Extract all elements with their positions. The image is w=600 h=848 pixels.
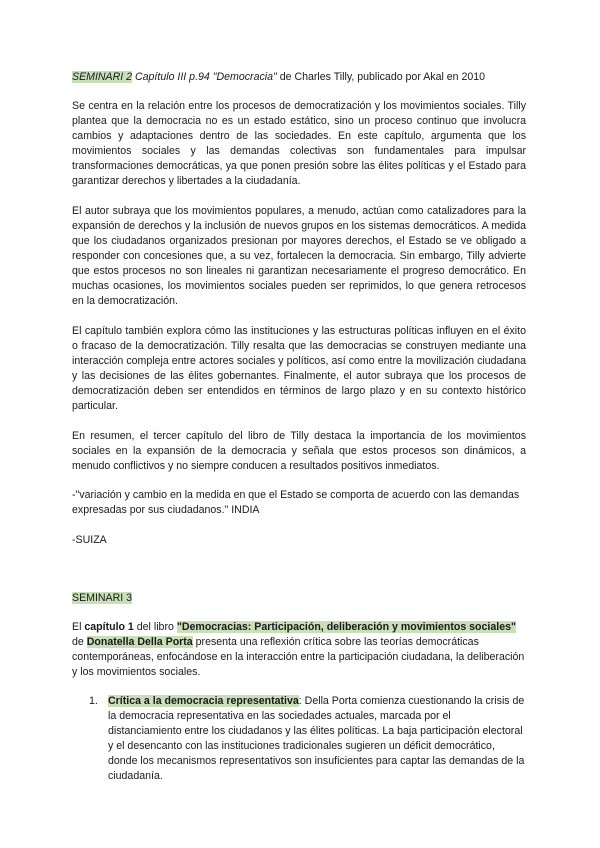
list-item-title: Crítica a la democracia representativa: [108, 695, 299, 707]
book-title: "Democracias: Participación, deliberación y movimientos sociales": [176, 621, 516, 633]
seminar2-paragraph-1: Se centra en la relación entre los procesos de democratización y los movimientos sociales. Tilly plantea que la democracia no es un estado estático, sino un proceso continuo que involucra cambios y adaptaciones dentro de las sociedades. En este capítulo, argumenta que los movimientos sociales y las demandas colectivas son fundamentales para impulsar transformaciones democráticas, ya que ponen presión sobre las élites políticas y el Estado para garantizar derechos y libertades a la ciudadanía.: [72, 100, 526, 187]
seminar2-reference-rest: de Charles Tilly, publicado por Akal en 2010: [276, 71, 486, 83]
intro-chapter: capítulo 1: [84, 621, 134, 633]
intro-text: presenta una reflexión crítica sobre las teorías democráticas contemporáneas, enfocándose en la interacción entre la participación ciudadana, la deliberación y los movimientos sociales.: [72, 636, 525, 678]
seminar2-reference: Capítulo III p.94 "Democracia": [135, 71, 277, 83]
list-item: [72, 694, 526, 784]
seminar2-label: SEMINARI 2: [72, 71, 133, 83]
seminar3-heading: [72, 591, 526, 606]
seminar2-paragraph-2: El autor subraya que los movimientos populares, a menudo, actúan como catalizadores para la expansión de derechos y la inclusión de nuevos grupos en los sistemas democráticos. A medida que los ciudadanos organizados presionan por mayores derechos, el Estado se ve obligado a responder con concesiones que, a su vez, fortalecen la democracia. Sin embargo, Tilly advierte que estos procesos no son lineales ni garantizan necesariamente el progreso democrático. En muchas ocasiones, los movimientos sociales pueden ser reprimidos, lo que genera retrocesos en la democratización.: [72, 205, 526, 307]
intro-text: de: [72, 636, 87, 648]
intro-text: del libro: [133, 621, 177, 633]
book-author: Donatella Della Porta: [86, 636, 193, 648]
seminar3-list: [72, 694, 526, 784]
seminar3-intro: [72, 620, 526, 680]
seminar2-paragraph-4: En resumen, el tercer capítulo del libro de Tilly destaca la importancia de los movimientos sociales en la expansión de la democracia y señala que estos procesos son dinámicos, a menudo conflictivos y no siempre conducen a resultados positivos inmediatos.: [72, 430, 526, 472]
seminar3-label: SEMINARI 3: [72, 592, 133, 604]
list-item-number: 1.: [89, 695, 98, 707]
seminar2-paragraph-3: El capítulo también explora cómo las instituciones y las estructuras políticas influyen en el éxito o fracaso de la democratización. Tilly resalta que las democracias se construyen mediante una interacción compleja entre actores sociales y políticos, así como entre la movilización ciudadana y las decisiones de las élites gobernantes. Finalmente, el autor subraya que los procesos de democratización deben ser entendidos en términos de largo plazo y en su contexto histórico particular.: [72, 325, 526, 412]
seminar2-heading: [72, 70, 526, 85]
list-item-text: : Della Porta comienza cuestionando la crisis de la democracia representativa en las sociedades actuales, marcada por el distanciamiento entre los ciudadanos y las élites políticas. La baja participación electoral y el desencanto con las instituciones tradicionales sugieren un déficit democrático, donde los mecanismos representativos son insuficientes para captar las demandas de la ciudadanía.: [108, 695, 525, 782]
seminar2-quote: -"variación y cambio en la medida en que el Estado se comporta de acuerdo con las demandas expresadas por sus ciudadanos." INDIA: [72, 489, 520, 516]
intro-text: El: [72, 621, 85, 633]
seminar2-suiza: -SUIZA: [72, 534, 107, 546]
document-page: [72, 70, 526, 784]
